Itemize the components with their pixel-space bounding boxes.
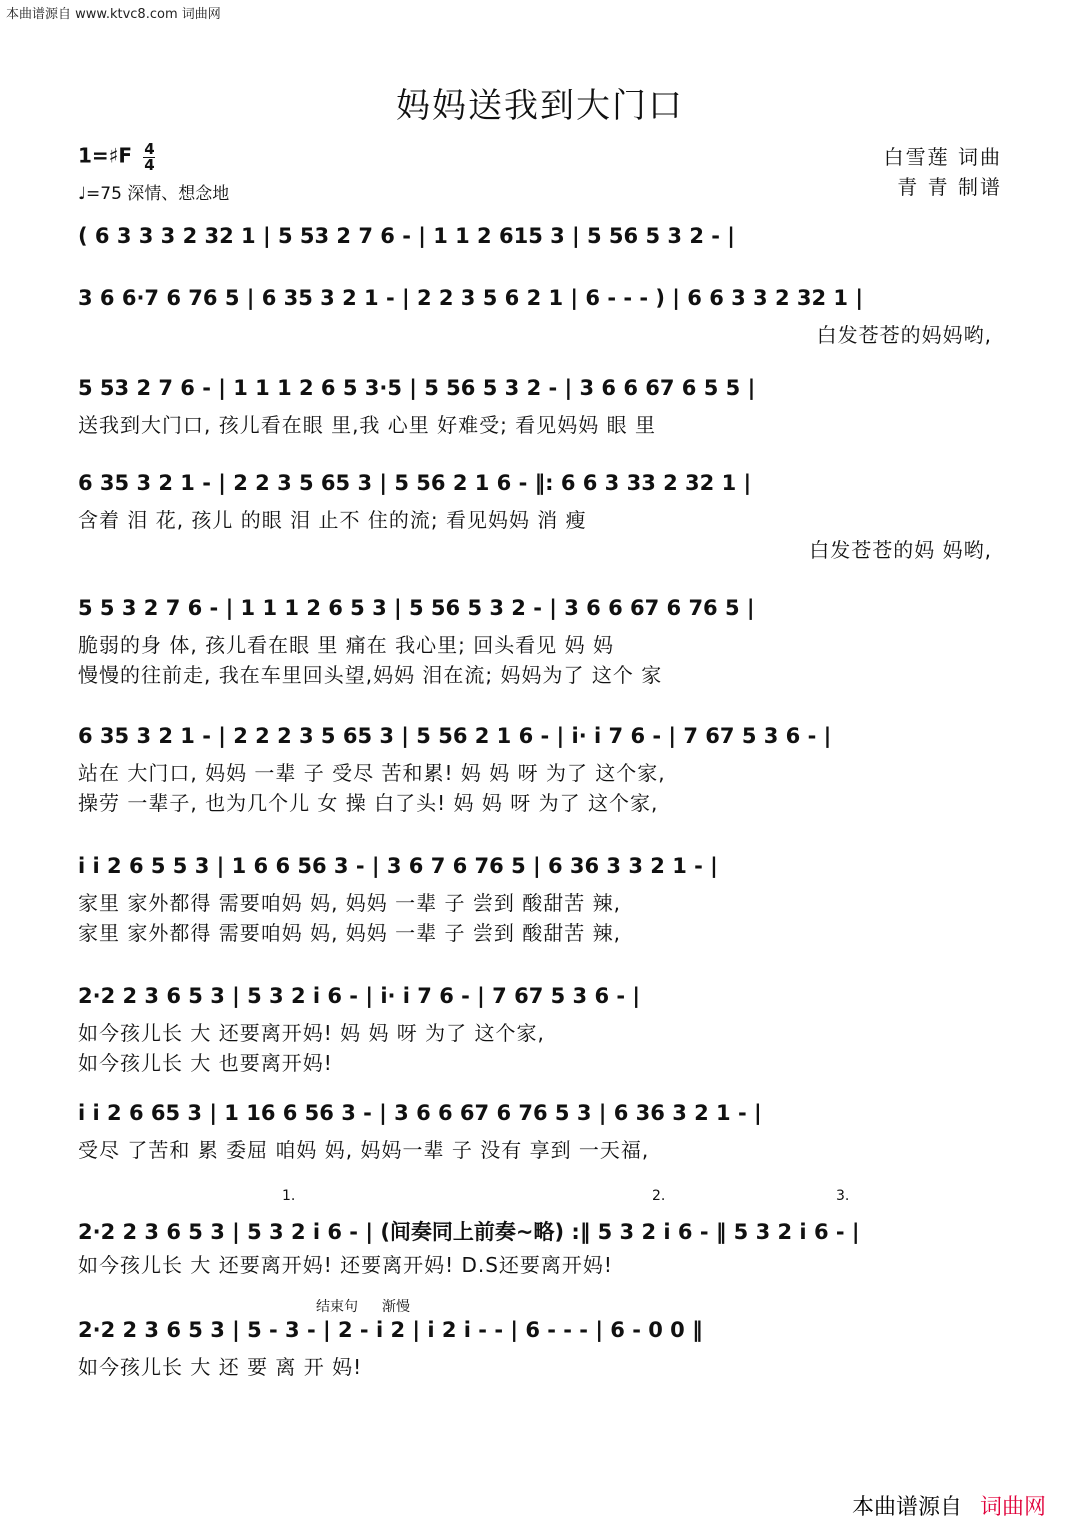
staff-row-1	[78, 218, 1004, 258]
lyric-line: 送我到大门口, 孩儿看在眼 里,我 心里 好难受; 看见妈妈 眼 里	[78, 413, 656, 437]
ritardando-label: 渐慢	[382, 1299, 410, 1315]
lyric-line: 脆弱的身 体, 孩儿看在眼 里 痛在 我心里; 回头看见 妈 妈	[78, 633, 614, 657]
staff-row-11	[78, 1312, 1004, 1382]
lyric-line: 如今孩儿长 大 还要离开妈! 还要离开妈! D.S还要离开妈!	[78, 1253, 613, 1277]
credits	[884, 142, 1002, 202]
notation-text: ( 6 3 3 3 2 32 1 | 5 53 2 7 6 - | 1 1 2 615 3 | 5 56 5 3 2 - |	[78, 224, 735, 248]
lyric-line: 受尽 了苦和 累 委屈 咱妈 妈, 妈妈一辈 子 没有 享到 一天福,	[78, 1138, 650, 1162]
lyric-line: 如今孩儿长 大 还 要 离 开 妈!	[78, 1355, 363, 1379]
staff-row-9	[78, 1095, 1004, 1165]
notation-line	[78, 370, 1004, 410]
notation-line	[78, 465, 1004, 505]
notation-line	[78, 1095, 1004, 1135]
score-meta-left	[78, 142, 229, 204]
lyric-line: 慢慢的往前走, 我在车里回头望,妈妈 泪在流; 妈妈为了 这个 家	[78, 663, 663, 687]
notation-text: 2·2 2 3 6 5 3 | 5 3 2 i 6 - | i· i 7 6 - | 7 67 5 3 6 - |	[78, 984, 641, 1008]
notation-line	[78, 1312, 1004, 1352]
notation-text: 6 35 3 2 1 - | 2 2 2 3 5 65 3 | 5 56 2 1 6 - | i· i 7 6 - | 7 67 5 3 6 - |	[78, 724, 832, 748]
notation-line	[78, 218, 1004, 258]
notation-text: i i 2 6 65 3 | 1 16 6 56 3 - | 3 6 6 67 6 76 5 3 | 6 36 3 2 1 - |	[78, 1101, 762, 1125]
notation-text: 6 35 3 2 1 - | 2 2 3 5 65 3 | 5 56 2 1 6 - ‖: 6 6 3 33 2 32 1 |	[78, 471, 752, 495]
staff-row-2	[78, 280, 1004, 350]
lyric-line: 如今孩儿长 大 还要离开妈! 妈 妈 呀 为了 这个家,	[78, 1021, 545, 1045]
key-signature: 1=♯F	[78, 143, 133, 168]
staff-row-4	[78, 465, 1004, 565]
notation-line	[78, 848, 1004, 888]
notation-line	[78, 718, 1004, 758]
notation-text: 2·2 2 3 6 5 3 | 5 - 3 - | 2 - i 2 | i 2 i - - | 6 - - - | 6 - 0 0 ‖	[78, 1318, 703, 1342]
lyric-line: 含着 泪 花, 孩儿 的眼 泪 止不 住的流; 看见妈妈 消 瘦	[78, 508, 587, 532]
notation-text: 5 53 2 7 6 - | 1 1 1 2 6 5 3·5 | 5 56 5 3 2 - | 3 6 6 67 6 5 5 |	[78, 376, 756, 400]
ending-label: 结束句	[316, 1299, 358, 1315]
notation-text: 5 5 3 2 7 6 - | 1 1 1 2 6 5 3 | 5 56 5 3 2 - | 3 6 6 67 6 76 5 |	[78, 596, 755, 620]
bottom-watermark: 本曲谱源自 词曲网	[851, 1495, 1046, 1520]
top-watermark: 本曲谱源自 www.ktvc8.com 词曲网	[6, 7, 221, 22]
volta-1-label: 1.	[282, 1188, 296, 1204]
volta-3-label: 3.	[836, 1188, 850, 1204]
staff-row-7	[78, 848, 1004, 948]
lyric-line: 家里 家外都得 需要咱妈 妈, 妈妈 一辈 子 尝到 酸甜苦 辣,	[78, 921, 621, 945]
lyric-line: 如今孩儿长 大 也要离开妈!	[78, 1051, 333, 1075]
transcriber-credit: 青 青 制谱	[897, 175, 1002, 199]
staff-row-6	[78, 718, 1004, 818]
lyric-line: 操劳 一辈子, 也为几个儿 女 操 白了头! 妈 妈 呀 为了 这个家,	[78, 791, 659, 815]
notation-text: 2·2 2 3 6 5 3 | 5 3 2 i 6 - | (间奏同上前奏~略) :‖ 5 3 2 i 6 - ‖ 5 3 2 i 6 - |	[78, 1220, 860, 1244]
notation-line	[78, 590, 1004, 630]
lyric-line: 站在 大门口, 妈妈 一辈 子 受尽 苦和累! 妈 妈 呀 为了 这个家,	[78, 761, 666, 785]
notation-line	[78, 280, 1004, 320]
song-title: 妈妈送我到大门口	[396, 86, 684, 126]
staff-row-5	[78, 590, 1004, 690]
composer-credit: 白雪莲 词曲	[883, 145, 1002, 169]
time-signature: $\frac{4}{4}$	[144, 140, 155, 174]
volta-2-label: 2.	[652, 1188, 666, 1204]
staff-row-8	[78, 978, 1004, 1078]
lyric-line: 家里 家外都得 需要咱妈 妈, 妈妈 一辈 子 尝到 酸甜苦 辣,	[78, 891, 621, 915]
notation-text: i i 2 6 5 5 3 | 1 6 6 56 3 - | 3 6 7 6 76 5 | 6 36 3 3 2 1 - |	[78, 854, 718, 878]
tempo-marking: ♩=75 深情、想念地	[78, 184, 230, 204]
staff-row-3	[78, 370, 1004, 440]
notation-line	[78, 1210, 1004, 1250]
staff-row-10	[78, 1210, 1004, 1280]
notation-line	[78, 978, 1004, 1018]
lyric-line: 白发苍苍的妈 妈哟,	[809, 538, 992, 562]
notation-text: 3 6 6·7 6 76 5 | 6 35 3 2 1 - | 2 2 3 5 6 2 1 | 6 - - - ) | 6 6 3 3 2 32 1 |	[78, 286, 864, 310]
lyric-line: 白发苍苍的妈妈哟,	[816, 323, 992, 347]
